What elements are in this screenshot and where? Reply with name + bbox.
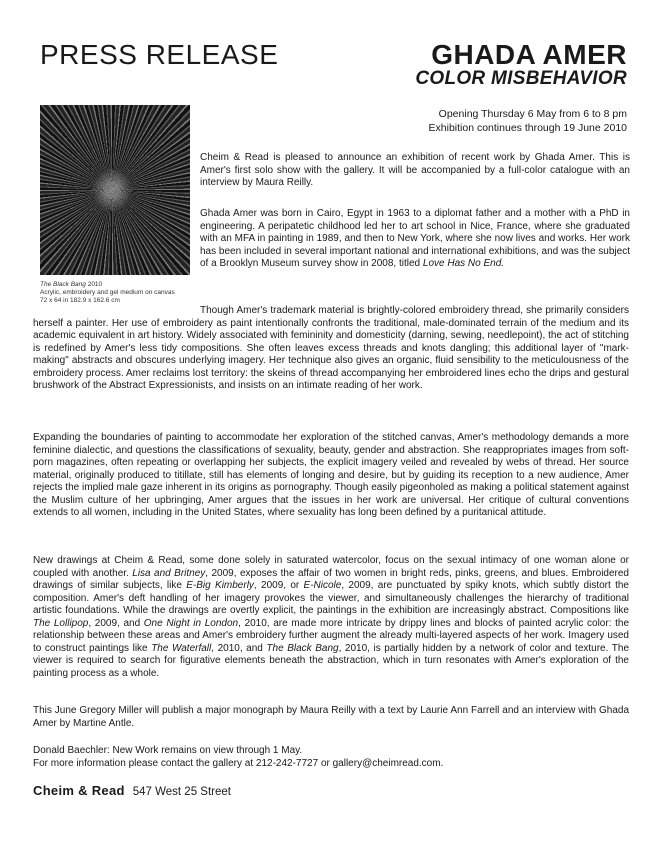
gallery-footer [33, 783, 231, 798]
gallery-name: Cheim & Read [33, 783, 125, 798]
paragraph-methodology: Expanding the boundaries of painting to accommodate her exploration of the stitched canvas, Amer's methodology demands a more feminine dialectic, and questions the classifications of sexuality, beauty, gender and abstraction. She reappropriates images from soft-porn magazines, often repeating or overlapping her subjects, the explicit imagery veiled and revealed by webs of thread. Her source material, originally produced to titillate, still has elements of longing and desire, but by guiding its reception to a new audience, Amer rejects the implied male gaze inherent in its origins as pornography. Though easily pigeonholed as making a political statement against the Muslim culture of her upbringing, Amer argues that the issues in her work are universal. Her critique of cultural conventions extends to all women, including in the United States, where sexuality has long been defined by a puritanical attitude. [33, 432, 629, 518]
paragraph-monograph: This June Gregory Miller will publish a major monograph by Maura Reilly with a text by Laurie Ann Farrell and an interview with Ghada Amer by Martine Antle. [33, 705, 629, 729]
artwork-medium: Acrylic, embroidery and gel medium on canvas [40, 289, 175, 296]
paragraph-new-drawings [33, 555, 629, 680]
artwork-dimensions: 72 x 64 in 182.9 x 162.6 cm [40, 297, 120, 304]
paragraph-embroidery: Though Amer's trademark material is brightly-colored embroidery thread, she primarily considers herself a painter. Her use of embroidery as paint intentionally confronts the traditional, male-dominated terrain of the medium and its academic equivalent in art history. Widely associated with femininity and domesticity (darning, sewing, needlepoint), the act of stitching is redefined by Amer's less tidy compositions. She often leaves excess threads and knots dangling; this additional layer of "mark-making" abstracts and obscures underlying imagery. Her technique also gives an organic, fluid sensibility to the meticulousness of the embroidery process. Amer reclaims lost territory: the skeins of thread accompanying her embroidered lines echo the drips and gestural brushwork of the Abstract Expressionists, and insists on an intimate reading of her work. [33, 305, 629, 391]
contact-info: For more information please contact the gallery at 212-242-7727 or gallery@cheimread.com. [33, 758, 444, 769]
artist-name: GHADA AMER [431, 39, 627, 70]
text-segment: , 2009, exposes the affair of two women in bright reds, pinks, greens, and blues. Embroidered drawings of similar subjects, like [33, 567, 629, 591]
artwork-caption [40, 281, 200, 305]
survey-show-title: Love Has No End. [422, 258, 505, 269]
closing-date: Exhibition continues through 19 June 2010 [428, 122, 627, 134]
press-release-heading: PRESS RELEASE [40, 39, 279, 70]
paragraph-biography [200, 208, 630, 271]
text-segment: , 2010, is partially hidden by a network of color and texture. The viewer is required to search for figurative elements beneath the abstraction, which in turn resonates with Amer's exploration of the painting process as a whole. [33, 642, 629, 679]
work-title: One Night in London [143, 617, 239, 629]
text-segment: , 2010, are made more intricate by drippy lines and blocks of painted acrylic color: the relationship between these areas and Amer's embroidery further augment the already multi-layered aspects of her work. Imagery used to construct paintings like [33, 617, 630, 654]
work-title: Lisa and Britney [132, 567, 206, 579]
artwork-year: 2010 [87, 281, 103, 288]
gallery-address: 547 West 25 Street [132, 786, 231, 798]
text-segment: , 2009, and [88, 617, 141, 629]
work-title: The Waterfall [151, 642, 212, 654]
work-title: E-Big Kimberly [186, 580, 254, 591]
text-segment: , 2010, and [211, 642, 263, 654]
exhibition-title: COLOR MISBEHAVIOR [415, 68, 627, 89]
text-segment: , 2009, are punctuated by spiky knots, which subtly distort the composition. Amer's deft handling of her imagery provokes the viewer, and simultaneously challenges the hierarchy of traditional artistic foundations. While the drawings are overtly explicit, the paintings in the exhibition are increasingly abstract. Compositions like [33, 580, 629, 616]
concurrent-show-note: Donald Baechler: New Work remains on view through 1 May. [33, 745, 303, 756]
artwork-title: The Black Bang [40, 281, 86, 288]
work-title: The Lollipop [33, 617, 89, 629]
exhibition-dates [429, 107, 627, 135]
work-title: E-Nicole [303, 580, 342, 591]
text-segment: , 2009, or [253, 580, 300, 591]
paragraph-intro: Cheim & Read is pleased to announce an exhibition of recent work by Ghada Amer. This is Amer's first solo show with the gallery. It will be accompanied by a full-color catalogue with an interview by Maura Reilly. [200, 152, 630, 188]
text-segment: New drawings at Cheim & Read, some done solely in saturated watercolor, focus on the sexual intimacy of one woman alone or coupled with another. [33, 555, 629, 579]
work-title: The Black Bang [266, 642, 339, 654]
biography-text: Ghada Amer was born in Cairo, Egypt in 1963 to a diplomat father and a mother with a PhD in engineering. A peripatetic childhood led her to art school in Nice, France, where she graduated with an MFA in painting in 1989, and then to New York, where she now lives and works. Her work has been included in several important national and international exhibitions, and was the subject of a Brooklyn Museum survey show in 2008, titled [200, 208, 630, 269]
artwork-image [40, 105, 190, 275]
opening-date: Opening Thursday 6 May from 6 to 8 pm [438, 108, 627, 120]
